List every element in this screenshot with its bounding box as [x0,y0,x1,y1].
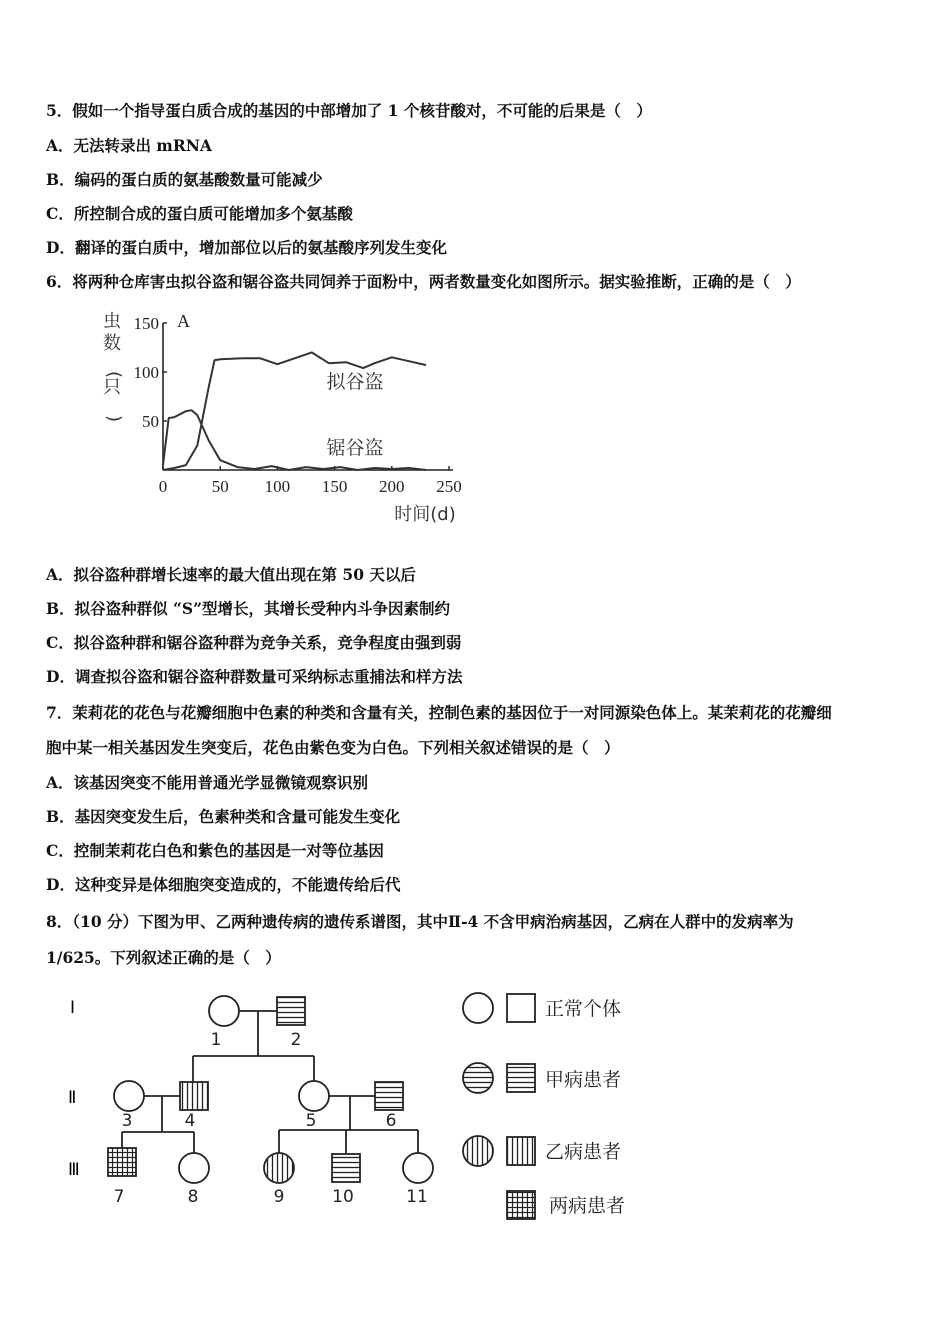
legend-jia-male-symbol [507,1064,535,1092]
q7-stem-line1: 7．茉莉花的花色与花瓣细胞中色素的种类和含量有关，控制色素的基因位于一对同源染色体上。某茉莉花的花瓣细 [46,703,832,722]
individual-4 [180,1082,208,1110]
q7-stem-line2: 胞中某一相关基因发生突变后，花色由紫色变为白色。下列相关叙述错误的是（ ） [46,738,620,757]
individual-number-10: 10 [332,1187,354,1207]
legend-yi-male-symbol [507,1137,535,1165]
series-label-1: 拟谷盗 [326,371,384,393]
individual-number-9: 9 [273,1187,285,1207]
y-tick-label: 50 [142,412,159,431]
individual-number-8: 8 [187,1187,199,1207]
y-tick-label: 100 [133,363,159,382]
q8-stem-line2: 1/625。下列叙述正确的是（ ） [46,948,281,967]
q5-option-a: A．无法转录出 mRNA [46,136,212,155]
individual-5 [299,1081,329,1111]
pedigree-diagram [0,980,700,1240]
q5-option-d: D．翻译的蛋白质中，增加部位以后的氨基酸序列发生变化 [46,238,447,257]
individual-7 [108,1148,136,1176]
individual-number-5: 5 [305,1111,317,1131]
legend-jia-female-symbol [463,1063,493,1093]
q8-stem-line1: 8．（10 分）下图为甲、乙两种遗传病的遗传系谱图，其中Ⅱ-4 不含甲病治病基因，乙病在人群中的发病率为 [46,912,794,931]
generation-label-3: Ⅲ [68,1160,80,1180]
x-tick-label: 200 [379,477,405,496]
q5-stem: 5．假如一个指导蛋白质合成的基因的中部增加了 1 个核苷酸对，不可能的后果是（ ） [46,101,652,120]
individual-number-2: 2 [290,1030,302,1050]
x-tick-label: 100 [264,477,291,496]
individual-9 [264,1153,294,1183]
panel-label: A [177,311,190,331]
legend-yi-label: 乙病患者 [545,1141,622,1163]
legend-normal-female-symbol [463,993,493,1023]
series-label-2: 锯谷盗 [326,437,384,459]
legend-both-male-symbol [507,1191,535,1219]
x-axis-label: 时间(d) [394,504,456,525]
y-axis-label: 虫数(只) [103,311,125,423]
q6-option-a: A．拟谷盗种群增长速率的最大值出现在第 50 天以后 [46,565,416,584]
q7-option-b: B．基因突变发生后，色素种类和含量可能发生变化 [46,807,401,826]
x-tick-label: 50 [211,477,229,496]
individual-number-4: 4 [184,1111,196,1131]
individual-1 [209,996,239,1026]
q6-option-d: D．调查拟谷盗和锯谷盗种群数量可采纳标志重捕法和样方法 [46,667,463,686]
generation-label-2: Ⅱ [68,1088,77,1108]
legend-jia-label: 甲病患者 [545,1069,622,1091]
x-tick-label: 250 [436,477,462,496]
x-tick-label: 150 [321,477,348,496]
q6-stem: 6．将两种仓库害虫拟谷盗和锯谷盗共同饲养于面粉中，两者数量变化如图所示。据实验推断，正确的是（ ） [46,272,801,291]
individual-number-11: 11 [406,1187,428,1207]
individual-number-3: 3 [121,1111,133,1131]
individual-number-7: 7 [113,1187,125,1207]
individual-number-6: 6 [385,1111,397,1131]
individual-2 [277,997,305,1025]
x-tick-label: 0 [158,477,168,496]
individual-10 [332,1154,360,1182]
q7-option-a: A．该基因突变不能用普通光学显微镜观察识别 [46,773,369,792]
individual-8 [179,1153,209,1183]
q7-option-d: D．这种变异是体细胞突变造成的，不能遗传给后代 [46,875,401,894]
individual-11 [403,1153,433,1183]
legend-normal-male-symbol [507,994,535,1022]
q5-option-b: B．编码的蛋白质的氨基酸数量可能减少 [46,170,323,189]
series-line-1 [163,352,426,470]
q6-option-c: C．拟谷盗种群和锯谷盗种群为竞争关系，竞争程度由强到弱 [46,633,462,652]
y-tick-label: 150 [133,314,159,333]
individual-6 [375,1082,403,1110]
individual-3 [114,1081,144,1111]
generation-label-1: Ⅰ [70,998,76,1018]
population-chart [90,305,490,535]
legend-normal-label: 正常个体 [545,998,622,1020]
q6-option-b: B．拟谷盗种群似 “S”型增长，其增长受种内斗争因素制约 [46,599,451,618]
legend-yi-female-symbol [463,1136,493,1166]
q5-option-c: C．所控制合成的蛋白质可能增加多个氨基酸 [46,204,353,223]
legend-both-label: 两病患者 [549,1195,626,1217]
q7-option-c: C．控制茉莉花白色和紫色的基因是一对等位基因 [46,841,384,860]
individual-number-1: 1 [210,1030,222,1050]
